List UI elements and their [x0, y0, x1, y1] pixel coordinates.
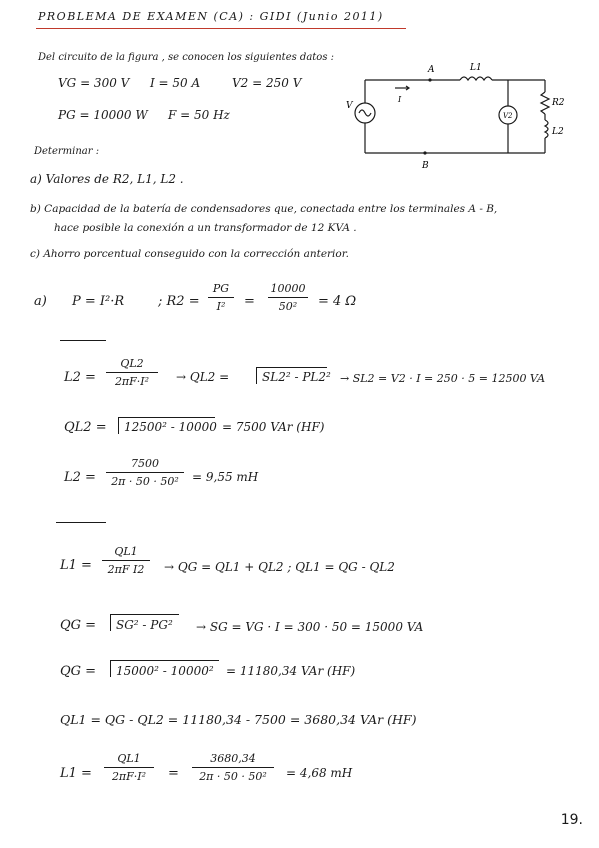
data-v2: V2 = 250 V — [232, 76, 302, 90]
source-sine — [359, 110, 371, 116]
l2b-lhs: L2 = — [64, 470, 96, 485]
l1b-den2: 2π · 50 · 50² — [199, 770, 267, 783]
data-current: I = 50 A — [150, 76, 201, 90]
ql2-lhs: QL2 = — [64, 420, 107, 435]
separator-2 — [56, 522, 106, 523]
voltmeter-label: V2 — [503, 112, 513, 120]
l2-den: 2πF·I² — [114, 375, 150, 388]
question-c: c) Ahorro porcentual conseguido con la corrección anterior. — [30, 248, 349, 260]
l1b-num: QL1 — [117, 752, 141, 765]
qg-lhs: QG = — [60, 618, 97, 633]
question-b-line2: hace posible la conexión a un transformador de 12 KVA . — [54, 222, 357, 234]
sol-r2-lhs: ; R2 = — [158, 294, 200, 309]
data-frequency: F = 50 Hz — [168, 108, 230, 122]
l1-fraction — [102, 545, 150, 576]
current-label: I — [398, 95, 402, 104]
intro-text: Del circuito de la figura , se conocen los siguientes datos : — [38, 52, 335, 63]
l1b-num2: 3680,34 — [210, 752, 256, 765]
l2b-den: 2π · 50 · 50² — [111, 475, 179, 488]
l2-lhs: L2 = — [64, 370, 96, 385]
l1-lhs: L1 = — [60, 558, 92, 573]
qg2-sqrt-content: 15000² - 10000² — [116, 664, 214, 678]
l2-fraction — [106, 357, 158, 388]
ql2-sqrt-content: 12500² - 10000 — [124, 420, 217, 434]
l1-den: 2πF I2 — [107, 563, 145, 576]
resistor-r2 — [541, 92, 549, 114]
l1b-equals: = — [168, 766, 179, 781]
sol-a-label: a) — [34, 294, 47, 309]
l2b-fraction — [106, 457, 184, 488]
circuit-diagram — [340, 58, 580, 178]
sol-r2-den: I² — [216, 300, 226, 313]
ql1-line: QL1 = QG - QL2 = 11180,34 - 7500 = 3680,34 VAr (HF) — [60, 712, 417, 727]
l2-label: L2 — [552, 127, 564, 137]
r2-label: R2 — [552, 98, 565, 108]
qg-arrow: → SG = VG · I = 300 · 50 = 15000 VA — [196, 620, 424, 634]
question-a: a) Valores de R2, L1, L2 . — [30, 172, 184, 186]
l1b-lhs: L1 = — [60, 766, 92, 781]
l1-num: QL1 — [114, 545, 138, 558]
sol-power-formula: P = I²·R — [72, 294, 125, 309]
inductor-l2 — [545, 120, 548, 138]
l1b-den: 2πF·I² — [111, 770, 147, 783]
l2-num: QL2 — [120, 357, 144, 370]
inductor-l1 — [460, 77, 492, 80]
determinar-label: Determinar : — [34, 146, 100, 157]
node-b-dot — [423, 151, 426, 154]
data-pg: PG = 10000 W — [58, 108, 148, 122]
question-b-line1: b) Capacidad de la batería de condensadores que, conectada entre los terminales A - B, — [30, 203, 498, 215]
sol-a-den2: 50² — [278, 300, 298, 313]
l2b-num: 7500 — [131, 457, 159, 470]
l2-arrow2: → SL2 = V2 · I = 250 · 5 = 12500 VA — [340, 372, 546, 385]
page-title: PROBLEMA DE EXAMEN (CA) : GIDI (Junio 2011) — [38, 10, 384, 23]
l1-arrow: → QG = QL1 + QL2 ; QL1 = QG - QL2 — [164, 560, 395, 574]
l1-label: L1 — [470, 63, 482, 73]
data-vg: VG = 300 V — [58, 76, 130, 90]
l1b-fraction — [104, 752, 154, 783]
ql2-result: = 7500 VAr (HF) — [222, 420, 325, 434]
sol-a-fraction2 — [268, 282, 308, 313]
node-b-label: B — [422, 161, 429, 171]
sol-r2-num: PG — [212, 282, 230, 295]
l1b-fraction2 — [192, 752, 274, 783]
l2b-result: = 9,55 mH — [192, 470, 259, 484]
page-number: 19. — [560, 812, 583, 828]
qg2-result: = 11180,34 VAr (HF) — [226, 664, 356, 678]
separator-1 — [60, 340, 106, 341]
qg2-lhs: QG = — [60, 664, 97, 679]
sol-a-result: = 4 Ω — [318, 294, 357, 309]
qg-sqrt-content: SG² - PG² — [116, 618, 173, 632]
sol-a-equals: = — [244, 294, 255, 309]
sol-r2-fraction — [208, 282, 234, 313]
title-underline — [36, 28, 406, 29]
sol-a-num2: 10000 — [270, 282, 306, 295]
node-a-dot — [428, 78, 431, 81]
vg-label: V — [346, 101, 353, 111]
l2-arrow1: → QL2 = — [176, 370, 230, 384]
l1b-result: = 4,68 mH — [286, 766, 353, 780]
node-a-label: A — [428, 65, 435, 75]
l2-sqrt-content: SL2² - PL2² — [262, 370, 331, 384]
